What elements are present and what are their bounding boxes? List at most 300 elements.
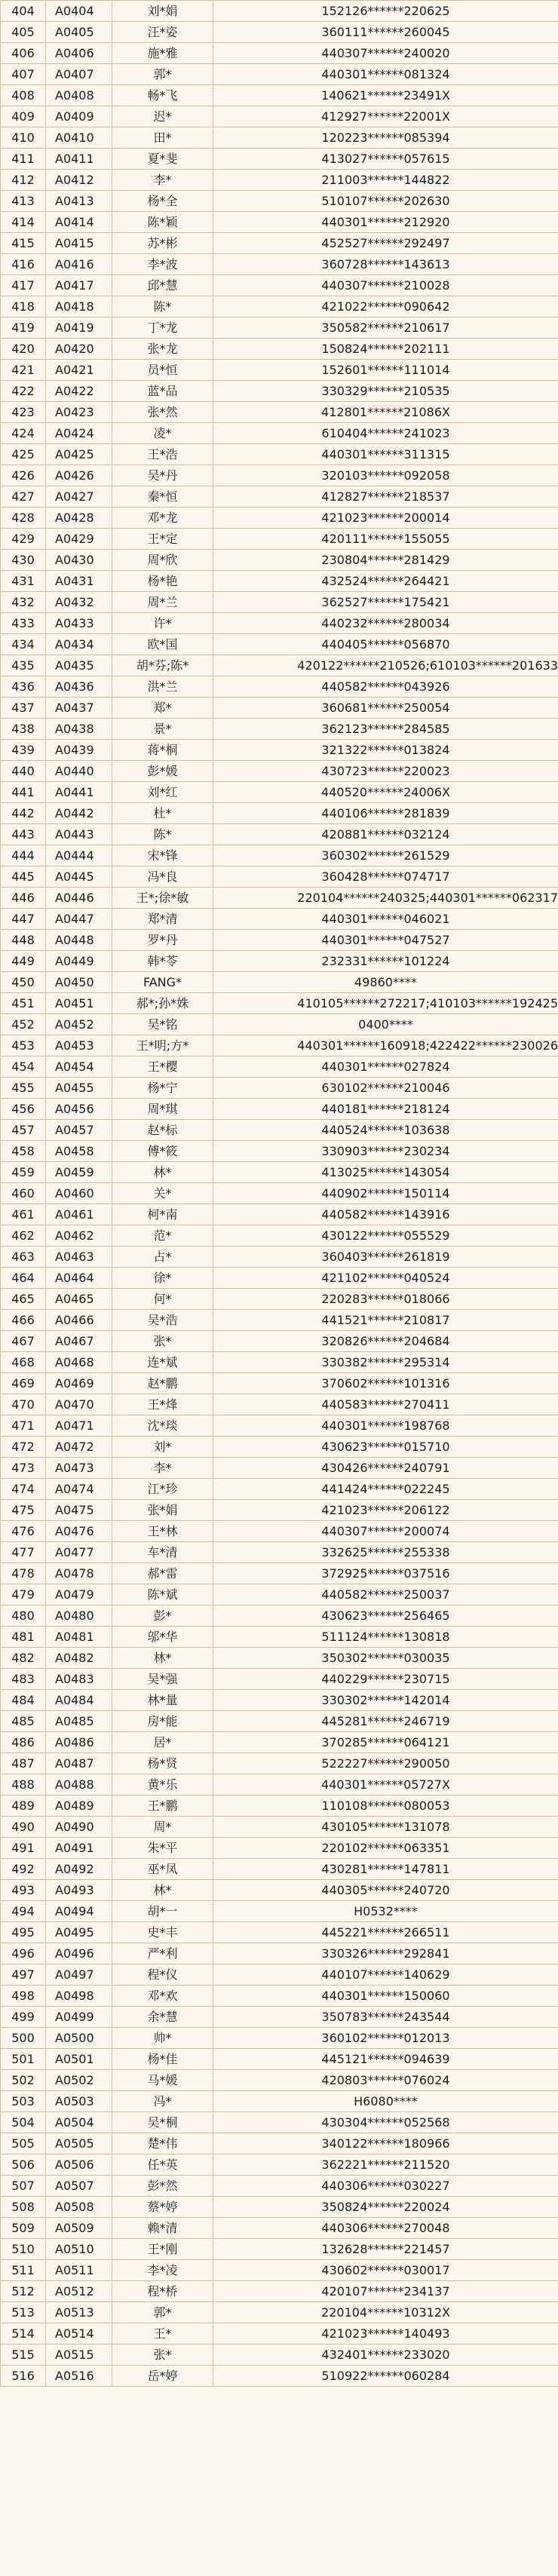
id-number-cell: 610404******241023 bbox=[213, 423, 558, 444]
row-number-cell: 499 bbox=[1, 2007, 46, 2028]
code-cell: A0497 bbox=[46, 1964, 112, 1986]
id-number-cell: 150824******202111 bbox=[213, 339, 558, 360]
name-cell: 史*丰 bbox=[112, 1922, 213, 1943]
table-row bbox=[1, 824, 558, 845]
row-number-cell: 506 bbox=[1, 2154, 46, 2176]
table-row bbox=[1, 2197, 558, 2218]
table-row bbox=[1, 381, 558, 402]
table-row bbox=[1, 275, 558, 296]
table-row bbox=[1, 1690, 558, 1711]
name-cell: 李*波 bbox=[112, 254, 213, 275]
id-number-cell: 330382******295314 bbox=[213, 1352, 558, 1373]
name-cell: 张*娟 bbox=[112, 1500, 213, 1521]
name-cell: 王*;徐*敏 bbox=[112, 888, 213, 909]
row-number-cell: 426 bbox=[1, 465, 46, 486]
id-number-cell: 441424******022245 bbox=[213, 1479, 558, 1500]
code-cell: A0428 bbox=[46, 508, 112, 529]
code-cell: A0449 bbox=[46, 951, 112, 972]
table-row bbox=[1, 1458, 558, 1479]
code-cell: A0459 bbox=[46, 1162, 112, 1183]
row-number-cell: 436 bbox=[1, 676, 46, 698]
name-cell: 房*能 bbox=[112, 1711, 213, 1732]
row-number-cell: 470 bbox=[1, 1394, 46, 1415]
table-row bbox=[1, 1373, 558, 1394]
id-number-cell: 110108******080053 bbox=[213, 1796, 558, 1817]
code-cell: A0487 bbox=[46, 1753, 112, 1774]
table-row bbox=[1, 191, 558, 212]
id-number-cell: 445281******246719 bbox=[213, 1711, 558, 1732]
row-number-cell: 478 bbox=[1, 1563, 46, 1584]
table-row bbox=[1, 2133, 558, 2154]
id-number-cell: 152126******220625 bbox=[213, 1, 558, 22]
table-row bbox=[1, 1880, 558, 1901]
id-number-cell: 350783******243544 bbox=[213, 2007, 558, 2028]
code-cell: A0496 bbox=[46, 1943, 112, 1964]
id-number-cell: 360111******260045 bbox=[213, 22, 558, 43]
row-number-cell: 482 bbox=[1, 1648, 46, 1669]
name-cell: 彭*媛 bbox=[112, 761, 213, 782]
id-number-cell: 412801******21086X bbox=[213, 402, 558, 423]
id-number-cell: 120223******085394 bbox=[213, 127, 558, 149]
code-cell: A0486 bbox=[46, 1732, 112, 1753]
table-row bbox=[1, 1204, 558, 1225]
row-number-cell: 463 bbox=[1, 1247, 46, 1268]
id-number-cell: 320826******204684 bbox=[213, 1331, 558, 1352]
name-cell: 张*龙 bbox=[112, 339, 213, 360]
table-row bbox=[1, 64, 558, 85]
row-number-cell: 475 bbox=[1, 1500, 46, 1521]
code-cell: A0510 bbox=[46, 2239, 112, 2260]
table-row bbox=[1, 698, 558, 719]
row-number-cell: 509 bbox=[1, 2218, 46, 2239]
code-cell: A0485 bbox=[46, 1711, 112, 1732]
name-cell: 车*清 bbox=[112, 1542, 213, 1563]
name-cell: 帅* bbox=[112, 2028, 213, 2049]
id-number-cell: 440301******081324 bbox=[213, 64, 558, 85]
id-number-cell: 420107******234137 bbox=[213, 2281, 558, 2302]
code-cell: A0476 bbox=[46, 1521, 112, 1542]
row-number-cell: 500 bbox=[1, 2028, 46, 2049]
id-number-cell: 440107******140629 bbox=[213, 1964, 558, 1986]
code-cell: A0465 bbox=[46, 1289, 112, 1310]
table-row bbox=[1, 1415, 558, 1437]
name-cell: 彭*然 bbox=[112, 2176, 213, 2197]
name-cell: 连*斌 bbox=[112, 1352, 213, 1373]
row-number-cell: 473 bbox=[1, 1458, 46, 1479]
id-number-cell: 440229******230715 bbox=[213, 1669, 558, 1690]
name-cell: 胡*一 bbox=[112, 1901, 213, 1922]
code-cell: A0508 bbox=[46, 2197, 112, 2218]
row-number-cell: 460 bbox=[1, 1183, 46, 1204]
name-cell: 蓝*品 bbox=[112, 381, 213, 402]
row-number-cell: 431 bbox=[1, 571, 46, 592]
name-cell: 江*珍 bbox=[112, 1479, 213, 1500]
name-cell: 张*然 bbox=[112, 402, 213, 423]
table-row bbox=[1, 655, 558, 676]
id-number-cell: 132628******221457 bbox=[213, 2239, 558, 2260]
name-cell: 吴*丹 bbox=[112, 465, 213, 486]
table-row bbox=[1, 1, 558, 22]
row-number-cell: 445 bbox=[1, 866, 46, 888]
table-row bbox=[1, 1669, 558, 1690]
row-number-cell: 465 bbox=[1, 1289, 46, 1310]
row-number-cell: 429 bbox=[1, 529, 46, 550]
table-body bbox=[1, 1, 558, 2387]
table-row bbox=[1, 1774, 558, 1796]
table-row bbox=[1, 845, 558, 866]
table-row bbox=[1, 930, 558, 951]
id-number-cell: 440106******281839 bbox=[213, 803, 558, 824]
table-row bbox=[1, 719, 558, 740]
table-row bbox=[1, 888, 558, 909]
id-number-cell: 430105******131078 bbox=[213, 1817, 558, 1838]
name-cell: 何* bbox=[112, 1289, 213, 1310]
code-cell: A0419 bbox=[46, 317, 112, 339]
row-number-cell: 498 bbox=[1, 1986, 46, 2007]
name-cell: 刘* bbox=[112, 1437, 213, 1458]
name-cell: 邓*龙 bbox=[112, 508, 213, 529]
row-number-cell: 440 bbox=[1, 761, 46, 782]
name-cell: 徐* bbox=[112, 1268, 213, 1289]
code-cell: A0430 bbox=[46, 550, 112, 571]
row-number-cell: 457 bbox=[1, 1120, 46, 1141]
table-row bbox=[1, 1964, 558, 1986]
name-cell: 吴*桐 bbox=[112, 2112, 213, 2133]
row-number-cell: 474 bbox=[1, 1479, 46, 1500]
row-number-cell: 511 bbox=[1, 2260, 46, 2281]
table-row bbox=[1, 212, 558, 233]
row-number-cell: 449 bbox=[1, 951, 46, 972]
table-row bbox=[1, 2007, 558, 2028]
id-number-cell: 410105******272217;410103******192425 bbox=[213, 993, 558, 1014]
code-cell: A0492 bbox=[46, 1859, 112, 1880]
id-number-cell: 320103******092058 bbox=[213, 465, 558, 486]
name-cell: 王*刚 bbox=[112, 2239, 213, 2260]
code-cell: A0423 bbox=[46, 402, 112, 423]
row-number-cell: 468 bbox=[1, 1352, 46, 1373]
name-cell: 杜* bbox=[112, 803, 213, 824]
name-cell: 韩*苓 bbox=[112, 951, 213, 972]
code-cell: A0468 bbox=[46, 1352, 112, 1373]
row-number-cell: 425 bbox=[1, 444, 46, 465]
name-cell: 岳*婷 bbox=[112, 2366, 213, 2387]
code-cell: A0442 bbox=[46, 803, 112, 824]
row-number-cell: 469 bbox=[1, 1373, 46, 1394]
id-number-cell: 412927******22001X bbox=[213, 106, 558, 127]
code-cell: A0482 bbox=[46, 1648, 112, 1669]
id-number-cell: 440301******212920 bbox=[213, 212, 558, 233]
name-cell: 吴*强 bbox=[112, 1669, 213, 1690]
id-number-cell: 362123******284585 bbox=[213, 719, 558, 740]
row-number-cell: 494 bbox=[1, 1901, 46, 1922]
id-number-cell: 360102******012013 bbox=[213, 2028, 558, 2049]
code-cell: A0509 bbox=[46, 2218, 112, 2239]
code-cell: A0456 bbox=[46, 1099, 112, 1120]
table-row bbox=[1, 1289, 558, 1310]
name-cell: 周*兰 bbox=[112, 592, 213, 613]
name-cell: 丁*龙 bbox=[112, 317, 213, 339]
name-cell: 彭* bbox=[112, 1605, 213, 1627]
row-number-cell: 503 bbox=[1, 2091, 46, 2112]
table-row bbox=[1, 170, 558, 191]
table-row bbox=[1, 1035, 558, 1056]
id-number-cell: 440307******240020 bbox=[213, 43, 558, 64]
table-row bbox=[1, 2239, 558, 2260]
code-cell: A0434 bbox=[46, 634, 112, 655]
name-cell: 冯*良 bbox=[112, 866, 213, 888]
table-row bbox=[1, 43, 558, 64]
table-row bbox=[1, 2344, 558, 2366]
code-cell: A0406 bbox=[46, 43, 112, 64]
name-cell: 赵*标 bbox=[112, 1120, 213, 1141]
id-number-cell: 350582******210617 bbox=[213, 317, 558, 339]
table-row bbox=[1, 634, 558, 655]
table-row bbox=[1, 1247, 558, 1268]
row-number-cell: 433 bbox=[1, 613, 46, 634]
row-number-cell: 407 bbox=[1, 64, 46, 85]
id-number-cell: 350824******220024 bbox=[213, 2197, 558, 2218]
table-row bbox=[1, 106, 558, 127]
id-number-cell: 430281******147811 bbox=[213, 1859, 558, 1880]
name-cell: 杨*宁 bbox=[112, 1078, 213, 1099]
name-cell: FANG* bbox=[112, 972, 213, 993]
name-cell: 刘*娟 bbox=[112, 1, 213, 22]
code-cell: A0424 bbox=[46, 423, 112, 444]
row-number-cell: 409 bbox=[1, 106, 46, 127]
code-cell: A0494 bbox=[46, 1901, 112, 1922]
id-number-cell: 432524******264421 bbox=[213, 571, 558, 592]
id-number-cell: 440307******200074 bbox=[213, 1521, 558, 1542]
code-cell: A0498 bbox=[46, 1986, 112, 2007]
id-number-cell: 445221******266511 bbox=[213, 1922, 558, 1943]
code-cell: A0483 bbox=[46, 1669, 112, 1690]
table-row bbox=[1, 296, 558, 317]
id-number-cell: 421023******206122 bbox=[213, 1500, 558, 1521]
table-row bbox=[1, 2176, 558, 2197]
id-number-cell: 232331******101224 bbox=[213, 951, 558, 972]
id-number-cell: 440306******270048 bbox=[213, 2218, 558, 2239]
code-cell: A0500 bbox=[46, 2028, 112, 2049]
name-cell: 杨*贤 bbox=[112, 1753, 213, 1774]
id-number-cell: 440301******027824 bbox=[213, 1056, 558, 1078]
code-cell: A0490 bbox=[46, 1817, 112, 1838]
row-number-cell: 408 bbox=[1, 85, 46, 106]
name-cell: 张* bbox=[112, 1331, 213, 1352]
name-cell: 林* bbox=[112, 1648, 213, 1669]
row-number-cell: 486 bbox=[1, 1732, 46, 1753]
name-cell: 林* bbox=[112, 1880, 213, 1901]
name-cell: 巫*凤 bbox=[112, 1859, 213, 1880]
row-number-cell: 439 bbox=[1, 740, 46, 761]
table-row bbox=[1, 866, 558, 888]
id-number-cell: 140621******23491X bbox=[213, 85, 558, 106]
table-row bbox=[1, 1521, 558, 1542]
id-number-cell: 412827******218537 bbox=[213, 486, 558, 508]
code-cell: A0502 bbox=[46, 2070, 112, 2091]
row-number-cell: 451 bbox=[1, 993, 46, 1014]
table-row bbox=[1, 1605, 558, 1627]
row-number-cell: 438 bbox=[1, 719, 46, 740]
id-number-cell: 440405******056870 bbox=[213, 634, 558, 655]
id-number-cell: 370602******101316 bbox=[213, 1373, 558, 1394]
table-row bbox=[1, 1500, 558, 1521]
row-number-cell: 410 bbox=[1, 127, 46, 149]
code-cell: A0506 bbox=[46, 2154, 112, 2176]
name-cell: 陈* bbox=[112, 296, 213, 317]
id-number-cell: 152601******111014 bbox=[213, 360, 558, 381]
id-number-cell: H0532**** bbox=[213, 1901, 558, 1922]
table-row bbox=[1, 1437, 558, 1458]
row-number-cell: 505 bbox=[1, 2133, 46, 2154]
row-number-cell: 462 bbox=[1, 1225, 46, 1247]
name-cell: 杨*艳 bbox=[112, 571, 213, 592]
id-number-cell: 421023******140493 bbox=[213, 2323, 558, 2344]
table-row bbox=[1, 1922, 558, 1943]
row-number-cell: 411 bbox=[1, 149, 46, 170]
table-row bbox=[1, 613, 558, 634]
row-number-cell: 420 bbox=[1, 339, 46, 360]
name-cell: 吴*铭 bbox=[112, 1014, 213, 1035]
row-number-cell: 484 bbox=[1, 1690, 46, 1711]
name-cell: 王* bbox=[112, 2323, 213, 2344]
id-number-cell: 440582******143916 bbox=[213, 1204, 558, 1225]
table-row bbox=[1, 592, 558, 613]
code-cell: A0477 bbox=[46, 1542, 112, 1563]
id-number-cell: 220102******063351 bbox=[213, 1838, 558, 1859]
table-row bbox=[1, 1078, 558, 1099]
id-number-cell: 330903******230234 bbox=[213, 1141, 558, 1162]
id-number-cell: 211003******144822 bbox=[213, 170, 558, 191]
row-number-cell: 492 bbox=[1, 1859, 46, 1880]
name-cell: 欧*国 bbox=[112, 634, 213, 655]
row-number-cell: 479 bbox=[1, 1584, 46, 1605]
id-number-cell: 220104******240325;440301******062317 bbox=[213, 888, 558, 909]
row-number-cell: 472 bbox=[1, 1437, 46, 1458]
code-cell: A0429 bbox=[46, 529, 112, 550]
name-cell: 罗*丹 bbox=[112, 930, 213, 951]
row-number-cell: 455 bbox=[1, 1078, 46, 1099]
table-row bbox=[1, 571, 558, 592]
name-cell: 张* bbox=[112, 2344, 213, 2366]
table-row bbox=[1, 508, 558, 529]
name-cell: 郝*雷 bbox=[112, 1563, 213, 1584]
row-number-cell: 497 bbox=[1, 1964, 46, 1986]
name-cell: 吴*浩 bbox=[112, 1310, 213, 1331]
id-number-cell: H6080**** bbox=[213, 2091, 558, 2112]
name-cell: 马*媛 bbox=[112, 2070, 213, 2091]
id-number-cell: 440305******240720 bbox=[213, 1880, 558, 1901]
row-number-cell: 466 bbox=[1, 1310, 46, 1331]
id-number-cell: 440301******311315 bbox=[213, 444, 558, 465]
name-cell: 杨*佳 bbox=[112, 2049, 213, 2070]
table-row bbox=[1, 85, 558, 106]
name-cell: 程*桥 bbox=[112, 2281, 213, 2302]
code-cell: A0446 bbox=[46, 888, 112, 909]
code-cell: A0441 bbox=[46, 782, 112, 803]
row-number-cell: 485 bbox=[1, 1711, 46, 1732]
table-row bbox=[1, 2366, 558, 2387]
table-row bbox=[1, 1141, 558, 1162]
table-row bbox=[1, 993, 558, 1014]
name-cell: 邓*欢 bbox=[112, 1986, 213, 2007]
row-number-cell: 432 bbox=[1, 592, 46, 613]
table-row bbox=[1, 1943, 558, 1964]
code-cell: A0433 bbox=[46, 613, 112, 634]
id-number-cell: 421023******200014 bbox=[213, 508, 558, 529]
row-number-cell: 481 bbox=[1, 1627, 46, 1648]
id-number-cell: 440301******046021 bbox=[213, 909, 558, 930]
code-cell: A0504 bbox=[46, 2112, 112, 2133]
id-number-cell: 511124******130818 bbox=[213, 1627, 558, 1648]
row-number-cell: 441 bbox=[1, 782, 46, 803]
row-number-cell: 483 bbox=[1, 1669, 46, 1690]
id-number-cell: 430723******220023 bbox=[213, 761, 558, 782]
id-number-cell: 430602******030017 bbox=[213, 2260, 558, 2281]
table-row bbox=[1, 1225, 558, 1247]
table-row bbox=[1, 676, 558, 698]
table-row bbox=[1, 1331, 558, 1352]
row-number-cell: 405 bbox=[1, 22, 46, 43]
row-number-cell: 434 bbox=[1, 634, 46, 655]
name-cell: 林*量 bbox=[112, 1690, 213, 1711]
table-row bbox=[1, 486, 558, 508]
id-number-cell: 330329******210535 bbox=[213, 381, 558, 402]
id-number-cell: 440524******103638 bbox=[213, 1120, 558, 1141]
row-number-cell: 507 bbox=[1, 2176, 46, 2197]
name-cell: 邱*慧 bbox=[112, 275, 213, 296]
table-row bbox=[1, 22, 558, 43]
code-cell: A0489 bbox=[46, 1796, 112, 1817]
name-cell: 李* bbox=[112, 170, 213, 191]
name-cell: 蔡*婷 bbox=[112, 2197, 213, 2218]
name-cell: 杨*全 bbox=[112, 191, 213, 212]
id-number-cell: 440232******280034 bbox=[213, 613, 558, 634]
code-cell: A0435 bbox=[46, 655, 112, 676]
table-row bbox=[1, 2154, 558, 2176]
row-number-cell: 477 bbox=[1, 1542, 46, 1563]
row-number-cell: 476 bbox=[1, 1521, 46, 1542]
id-number-cell: 510107******202630 bbox=[213, 191, 558, 212]
name-cell: 王*樱 bbox=[112, 1056, 213, 1078]
code-cell: A0439 bbox=[46, 740, 112, 761]
code-cell: A0420 bbox=[46, 339, 112, 360]
code-cell: A0516 bbox=[46, 2366, 112, 2387]
table-row bbox=[1, 317, 558, 339]
name-cell: 占* bbox=[112, 1247, 213, 1268]
row-number-cell: 491 bbox=[1, 1838, 46, 1859]
row-number-cell: 514 bbox=[1, 2323, 46, 2344]
row-number-cell: 422 bbox=[1, 381, 46, 402]
table-row bbox=[1, 951, 558, 972]
code-cell: A0479 bbox=[46, 1584, 112, 1605]
row-number-cell: 448 bbox=[1, 930, 46, 951]
table-row bbox=[1, 1183, 558, 1204]
code-cell: A0458 bbox=[46, 1141, 112, 1162]
id-number-cell: 0400**** bbox=[213, 1014, 558, 1035]
code-cell: A0484 bbox=[46, 1690, 112, 1711]
row-number-cell: 464 bbox=[1, 1268, 46, 1289]
code-cell: A0460 bbox=[46, 1183, 112, 1204]
row-number-cell: 437 bbox=[1, 698, 46, 719]
row-number-cell: 487 bbox=[1, 1753, 46, 1774]
code-cell: A0409 bbox=[46, 106, 112, 127]
code-cell: A0493 bbox=[46, 1880, 112, 1901]
name-cell: 赵*鹏 bbox=[112, 1373, 213, 1394]
table-row bbox=[1, 1627, 558, 1648]
id-number-cell: 432401******233020 bbox=[213, 2344, 558, 2366]
table-row bbox=[1, 1732, 558, 1753]
code-cell: A0469 bbox=[46, 1373, 112, 1394]
